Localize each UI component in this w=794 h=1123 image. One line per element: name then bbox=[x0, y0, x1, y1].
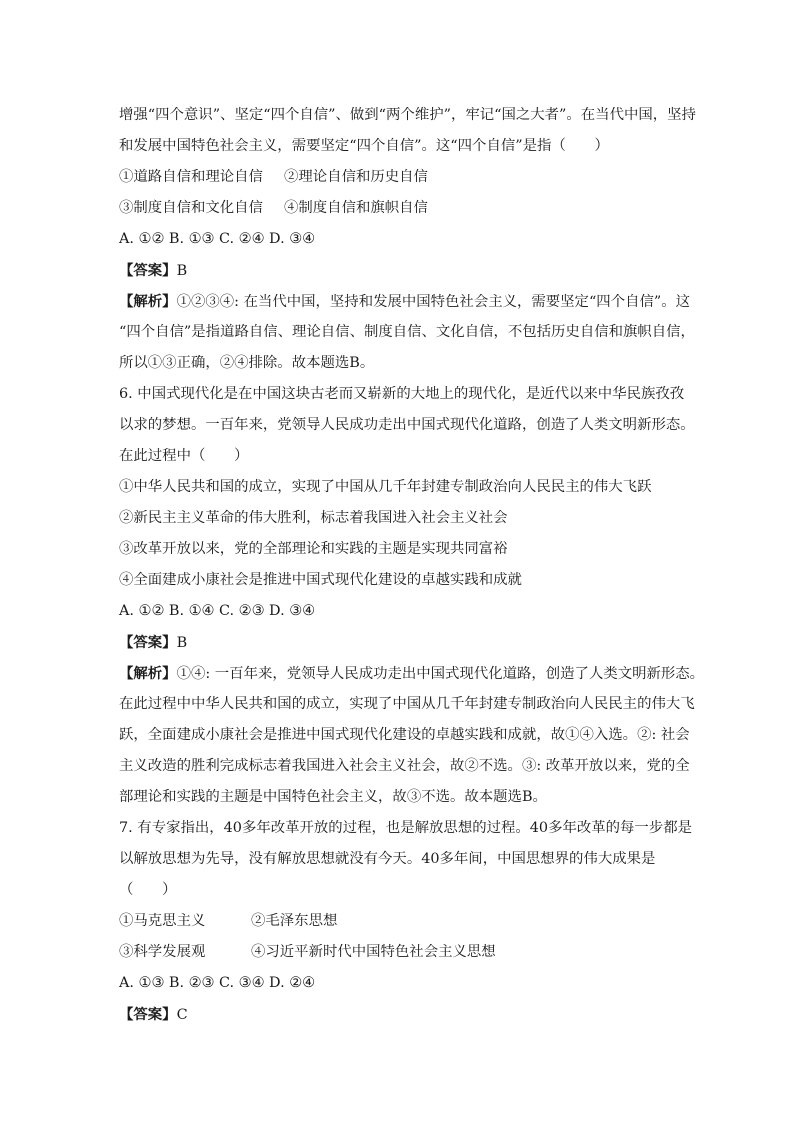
document-page bbox=[119, 100, 705, 1030]
q7-stem-line: 7. 有专家指出，40多年改革开放的过程，也是解放思想的过程。40多年改革的每一步都是 bbox=[119, 820, 692, 836]
q7-options-row bbox=[119, 937, 689, 968]
q5-analysis bbox=[119, 286, 689, 317]
q6-stem-line: 在此过程中（ ） bbox=[119, 448, 249, 464]
q5-option-4: ④制度自信和旗帜自信 bbox=[284, 200, 428, 216]
q5-stem-line: 增强“四个意识”、坚定“四个自信”、做到“两个维护”，牢记“国之大者”。在当代中国，坚持 bbox=[119, 107, 696, 123]
q5-option-2: ②理论自信和历史自信 bbox=[284, 169, 428, 185]
q5-options-row bbox=[119, 193, 689, 224]
q6-analysis-line: 部理论和实践的主题是中国特色社会主义，故③不选。故本题选B。 bbox=[119, 789, 547, 805]
analysis-text: ①④: 一百年来，党领导人民成功走出中国式现代化道路，创造了人类文明新形态。 bbox=[176, 666, 705, 682]
q6-answer bbox=[119, 627, 689, 658]
q7-options-row bbox=[119, 906, 689, 937]
answer-tag: 【答案】 bbox=[119, 262, 177, 279]
q5-analysis-line: “四个自信”是指道路自信、理论自信、制度自信、文化自信，不包括历史自信和旗帜自信， bbox=[119, 324, 695, 340]
q7-option-4: ④习近平新时代中国特色社会主义思想 bbox=[251, 944, 496, 960]
q5-option-3: ③制度自信和文化自信 bbox=[119, 200, 263, 216]
q6-option-2: ②新民主主义革命的伟大胜利，标志着我国进入社会主义社会 bbox=[119, 510, 508, 526]
answer-tag: 【答案】 bbox=[119, 1006, 177, 1023]
analysis-text: ①②③④: 在当代中国，坚持和发展中国特色社会主义，需要坚定“四个自信”。这 bbox=[176, 294, 690, 310]
q6-analysis-line: 在此过程中中华人民共和国的成立，实现了中国从几千年封建专制政治向人民民主的伟大飞 bbox=[119, 696, 695, 712]
answer-value: B bbox=[176, 263, 188, 279]
q6-option-4: ④全面建成小康社会是推进中国式现代化建设的卓越实践和成就 bbox=[119, 572, 522, 588]
q5-analysis-line: 所以①③正确，②④排除。故本题选B。 bbox=[119, 355, 375, 371]
answer-value: C bbox=[176, 1007, 188, 1023]
q5-option-1: ①道路自信和理论自信 bbox=[119, 169, 263, 185]
q6-option-3: ③改革开放以来，党的全部理论和实践的主题是实现共同富裕 bbox=[119, 541, 508, 557]
q6-option-1: ①中华人民共和国的成立，实现了中国从几千年封建专制政治向人民民主的伟大飞跃 bbox=[119, 479, 652, 495]
q7-option-3: ③科学发展观 bbox=[119, 944, 206, 960]
q5-choices: A. ①② B. ①③ C. ②④ D. ③④ bbox=[119, 231, 316, 247]
q7-stem-line: 以解放思想为先导，没有解放思想就没有今天。40多年间，中国思想界的伟大成果是 bbox=[119, 851, 656, 867]
analysis-tag: 【解析】 bbox=[119, 293, 177, 310]
q7-option-1: ①马克思主义 bbox=[119, 913, 206, 929]
q6-analysis-line: 跃，全面建成小康社会是推进中国式现代化建设的卓越实践和成就，故①④入选。②: 社会 bbox=[119, 727, 690, 743]
q7-choices: A. ①③ B. ②③ C. ③④ D. ②④ bbox=[119, 975, 316, 991]
q6-analysis bbox=[119, 658, 705, 689]
q6-choices: A. ①② B. ①④ C. ②③ D. ③④ bbox=[119, 603, 316, 619]
q7-answer bbox=[119, 999, 689, 1030]
analysis-tag: 【解析】 bbox=[119, 665, 177, 682]
q6-stem-line: 6. 中国式现代化是在中国这块古老而又崭新的大地上的现代化，是近代以来中华民族孜孜 bbox=[119, 386, 685, 402]
q5-stem-line: 和发展中国特色社会主义，需要坚定“四个自信”。这“四个自信”是指（ ） bbox=[119, 138, 609, 154]
q7-option-2: ②毛泽东思想 bbox=[251, 913, 338, 929]
q6-analysis-line: 主义改造的胜利完成标志着我国进入社会主义社会，故②不选。③: 改革开放以来，党的全 bbox=[119, 758, 690, 774]
answer-value: B bbox=[176, 635, 188, 651]
answer-tag: 【答案】 bbox=[119, 634, 177, 651]
q6-stem-line: 以求的梦想。一百年来，党领导人民成功走出中国式现代化道路，创造了人类文明新形态。 bbox=[119, 417, 695, 433]
q5-answer bbox=[119, 255, 689, 286]
q5-options-row bbox=[119, 162, 689, 193]
q7-stem-line: （ ） bbox=[119, 882, 177, 898]
